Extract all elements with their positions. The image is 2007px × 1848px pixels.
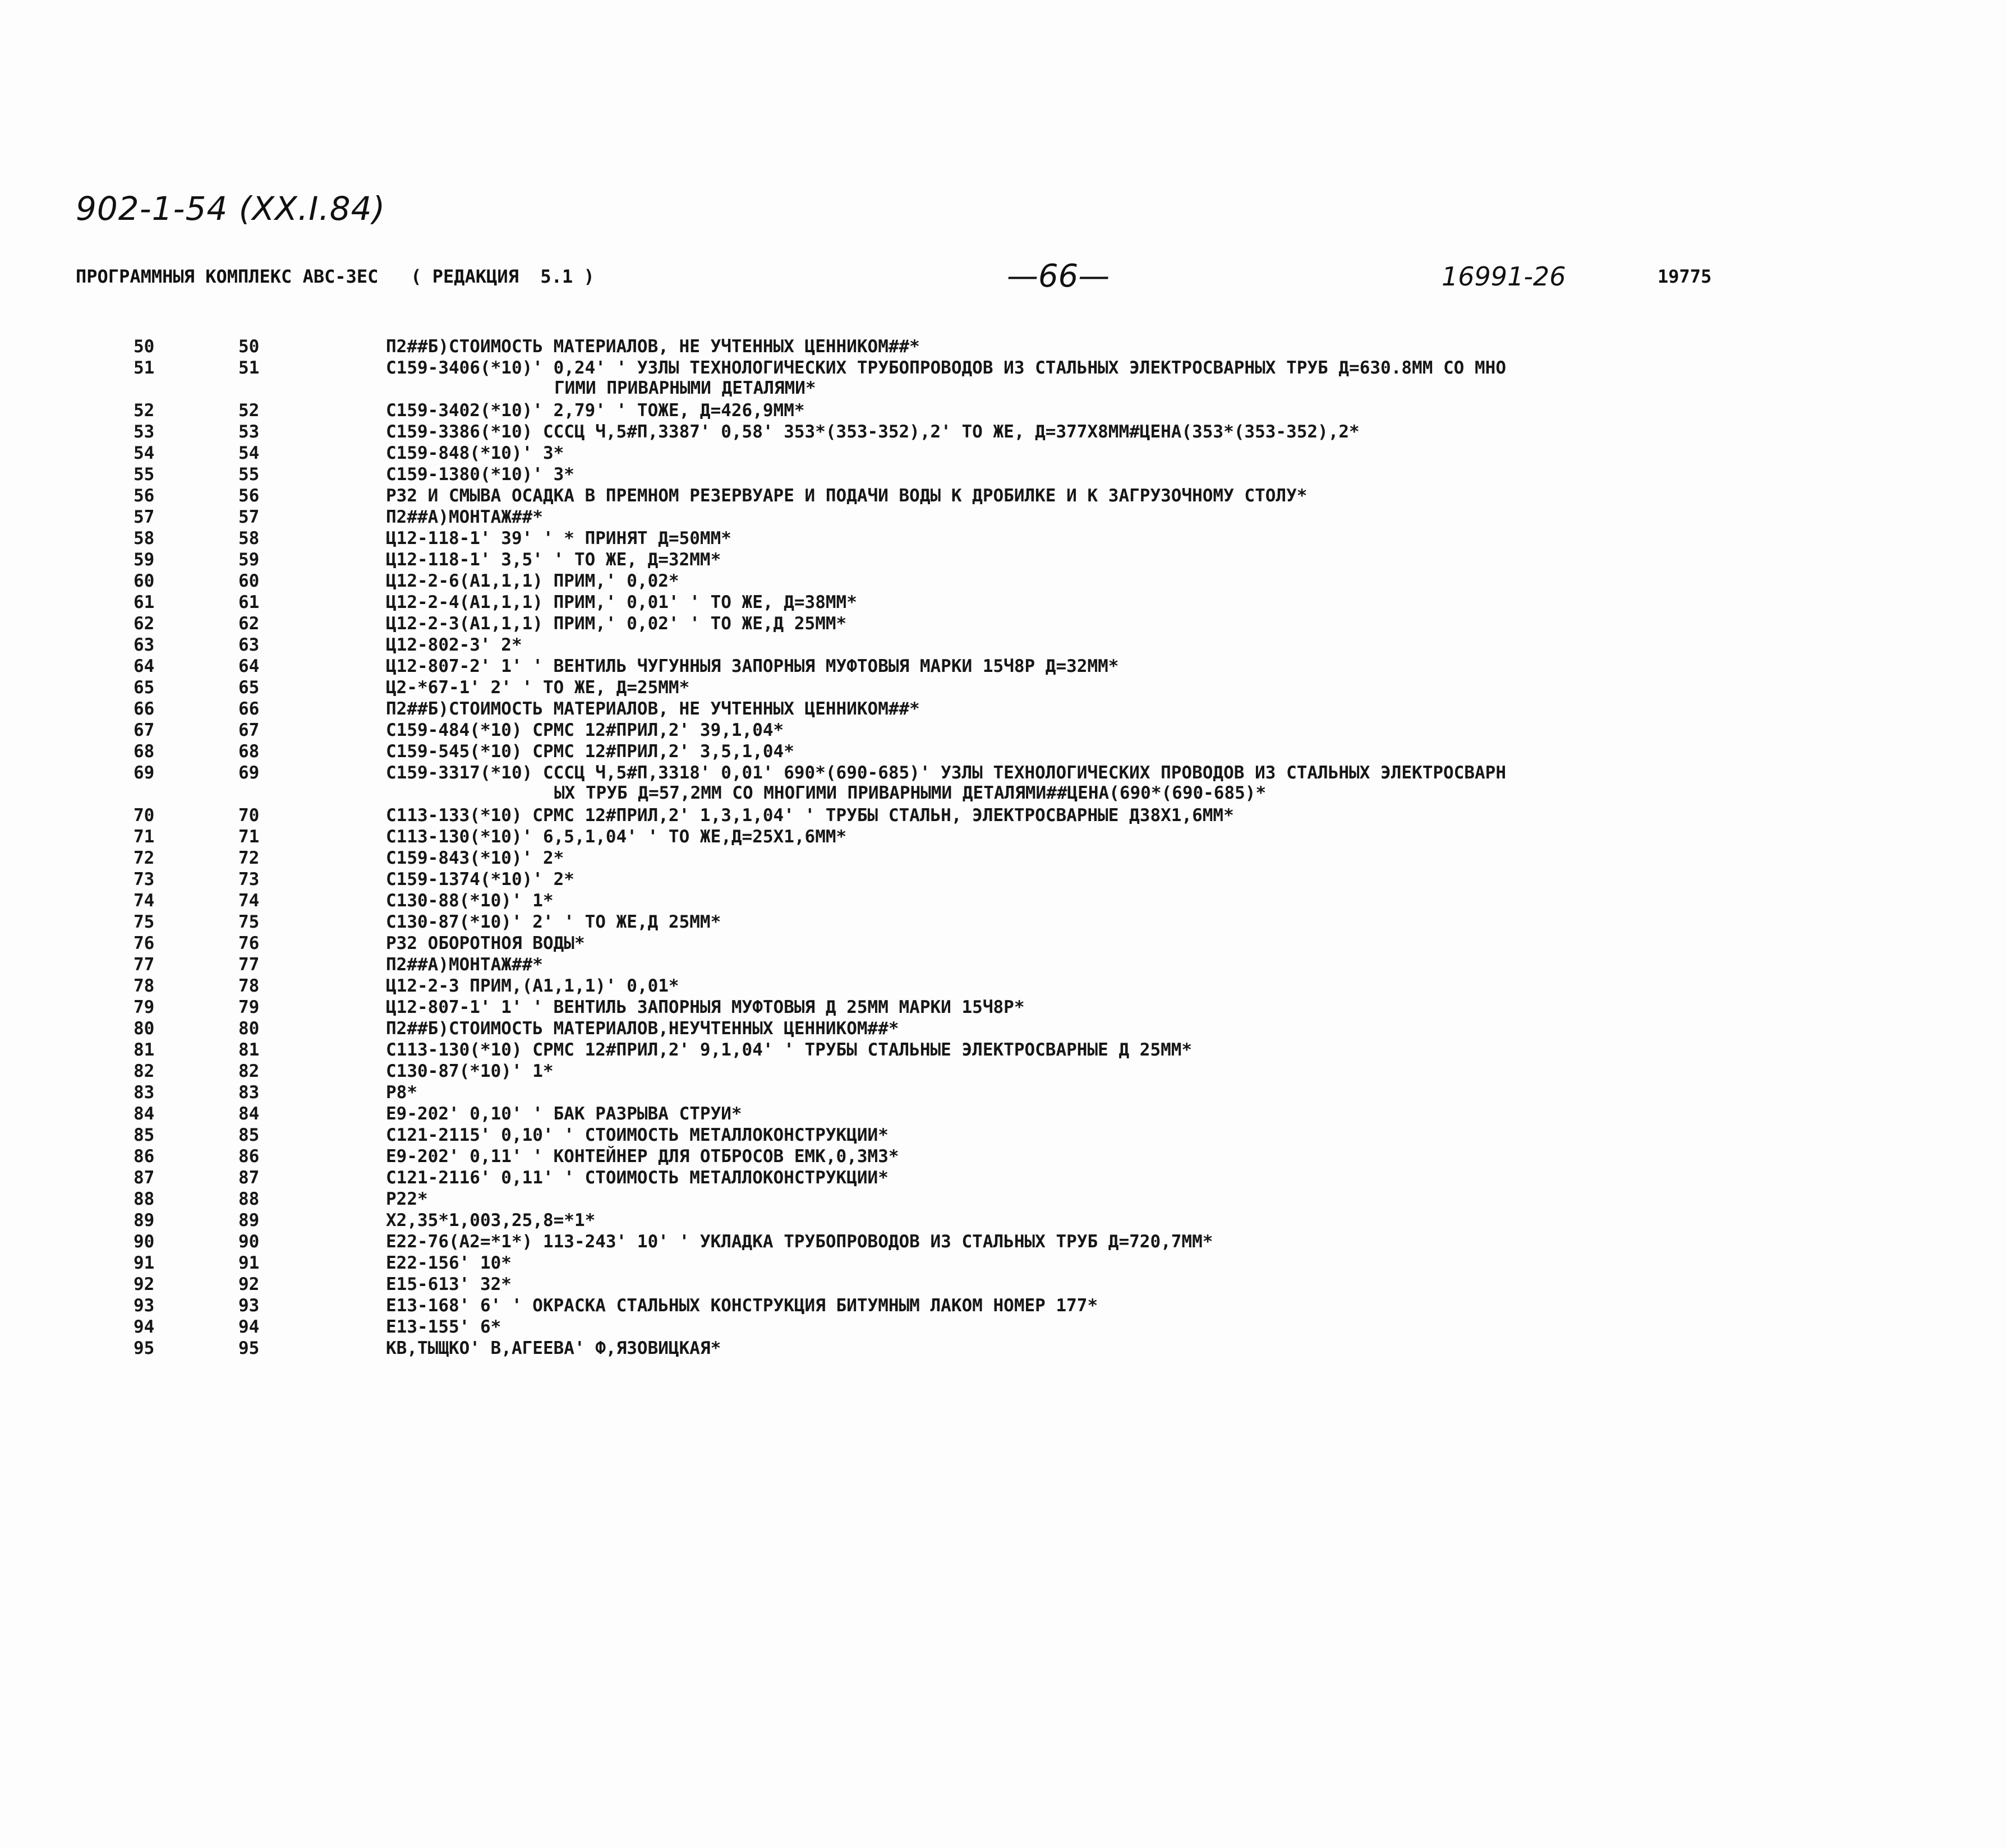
line-text-main: Х2,35*1,003,25,8=*1* xyxy=(386,1210,596,1231)
line-number: 94 xyxy=(134,1317,155,1337)
line-number-secondary: 61 xyxy=(238,592,260,612)
line-text-main: С159-3317(*10) СССЦ Ч,5#П,3318' 0,01' 690*(690-685)' УЗЛЫ ТЕХНОЛОГИЧЕСКИХ ПРОВОДОВ ИЗ СТАЛЬНЫХ ЭЛЕКТРОСВАРН xyxy=(386,763,1507,783)
listing-row xyxy=(0,976,2007,997)
line-number: 95 xyxy=(134,1338,155,1358)
line-text xyxy=(386,1189,1990,1209)
line-number: 66 xyxy=(134,699,155,719)
listing-row xyxy=(0,1274,2007,1296)
line-text xyxy=(386,741,1990,762)
line-number: 75 xyxy=(134,912,155,932)
line-number: 83 xyxy=(134,1082,155,1103)
line-text xyxy=(386,848,1990,868)
listing-row xyxy=(0,400,2007,422)
listing-row xyxy=(0,1125,2007,1146)
line-text xyxy=(386,891,1990,911)
line-text-main: Е22-76(А2=*1*) 113-243' 10' ' УКЛАДКА ТРУБОПРОВОДОВ ИЗ СТАЛЬНЫХ ТРУБ Д=720,7ММ* xyxy=(386,1232,1213,1252)
line-text-main: Ц12-807-1' 1' ' ВЕНТИЛЬ ЗАПОРНЫЯ МУФТОВЫЯ Д 25ММ МАРКИ 15Ч8Р* xyxy=(386,997,1025,1017)
line-text xyxy=(386,1104,1990,1124)
line-text-main: Ц12-2-4(А1,1,1) ПРИМ,' 0,01' ' ТО ЖЕ, Д=38ММ* xyxy=(386,592,857,612)
document-code: 902-1-54 (XX.I.84) xyxy=(76,190,386,228)
line-text-main: П2##Б)СТОИМОСТЬ МАТЕРИАЛОВ,НЕУЧТЕННЫХ ЦЕННИКОМ##* xyxy=(386,1019,899,1039)
listing-row xyxy=(0,1317,2007,1338)
line-text-main: С159-545(*10) СРМС 12#ПРИЛ,2' 3,5,1,04* xyxy=(386,741,794,762)
listing-row xyxy=(0,891,2007,912)
line-number-secondary: 79 xyxy=(238,997,260,1017)
line-text-main: С130-88(*10)' 1* xyxy=(386,891,554,911)
line-number-secondary: 59 xyxy=(238,550,260,570)
listing-row xyxy=(0,1253,2007,1274)
line-number-secondary: 84 xyxy=(238,1104,260,1124)
line-text-main: С159-3406(*10)' 0,24' ' УЗЛЫ ТЕХНОЛОГИЧЕСКИХ ТРУБОПРОВОДОВ ИЗ СТАЛЬНЫХ ЭЛЕКТРОСВАРНЫХ ТРУБ Д=630.8ММ СО МНО xyxy=(386,358,1507,378)
listing-row xyxy=(0,869,2007,891)
line-text xyxy=(386,337,1990,357)
line-text-main: С159-3386(*10) СССЦ Ч,5#П,3387' 0,58' 353*(353-352),2' ТО ЖЕ, Д=377Х8ММ#ЦЕНА(353*(353-352),2* xyxy=(386,422,1360,442)
line-text xyxy=(386,507,1990,527)
line-number-secondary: 89 xyxy=(238,1210,260,1231)
line-number: 51 xyxy=(134,358,155,378)
line-text-continuation: ГИМИ ПРИВАРНЫМИ ДЕТАЛЯМИ* xyxy=(554,378,816,398)
line-number-secondary: 58 xyxy=(238,528,260,549)
listing-row xyxy=(0,486,2007,507)
line-text xyxy=(386,550,1990,570)
listing-row xyxy=(0,1040,2007,1061)
line-number-secondary: 54 xyxy=(238,443,260,463)
line-text xyxy=(386,997,1990,1017)
line-text-main: Е13-155' 6* xyxy=(386,1317,501,1337)
line-text xyxy=(386,1168,1990,1188)
line-text xyxy=(386,699,1990,719)
program-title: ПРОГРАММНЫЯ КОМПЛЕКС АВС-3ЕС ( РЕДАКЦИЯ 5.1 ) xyxy=(76,266,595,287)
line-number: 91 xyxy=(134,1253,155,1273)
listing-row xyxy=(0,699,2007,720)
listing-row xyxy=(0,678,2007,699)
line-number: 88 xyxy=(134,1189,155,1209)
listing-row xyxy=(0,1338,2007,1359)
line-number: 67 xyxy=(134,720,155,740)
listing-row xyxy=(0,571,2007,592)
line-number-secondary: 91 xyxy=(238,1253,260,1273)
line-number: 50 xyxy=(134,337,155,357)
line-number: 59 xyxy=(134,550,155,570)
listing-row xyxy=(0,763,2007,805)
listing-row xyxy=(0,528,2007,550)
line-text xyxy=(386,720,1990,740)
line-number: 55 xyxy=(134,464,155,485)
line-text-main: Ц12-2-6(А1,1,1) ПРИМ,' 0,02* xyxy=(386,571,679,591)
listing-row xyxy=(0,955,2007,976)
listing-row xyxy=(0,1082,2007,1104)
line-number-secondary: 76 xyxy=(238,933,260,953)
line-number: 71 xyxy=(134,827,155,847)
line-number: 60 xyxy=(134,571,155,591)
line-number: 78 xyxy=(134,976,155,996)
line-number: 70 xyxy=(134,805,155,826)
line-number-secondary: 86 xyxy=(238,1146,260,1167)
line-number: 69 xyxy=(134,763,155,783)
line-number-secondary: 69 xyxy=(238,763,260,783)
line-number-secondary: 66 xyxy=(238,699,260,719)
line-text xyxy=(386,571,1990,591)
line-text xyxy=(386,1317,1990,1337)
handwritten-note: 16991-26 xyxy=(1442,261,1566,292)
listing-row xyxy=(0,997,2007,1019)
listing-row xyxy=(0,933,2007,955)
line-text xyxy=(386,1253,1990,1273)
line-number: 92 xyxy=(134,1274,155,1294)
line-number: 54 xyxy=(134,443,155,463)
line-number: 73 xyxy=(134,869,155,890)
line-text-main: Е9-202' 0,11' ' КОНТЕЙНЕР ДЛЯ ОТБРОСОВ ЕМК,0,3М3* xyxy=(386,1146,899,1167)
listing-row xyxy=(0,1168,2007,1189)
line-text xyxy=(386,1146,1990,1167)
line-text xyxy=(386,1125,1990,1145)
line-text-main: Е15-613' 32* xyxy=(386,1274,512,1294)
line-text-main: Ц12-807-2' 1' ' ВЕНТИЛЬ ЧУГУННЫЯ ЗАПОРНЫЯ МУФТОВЫЯ МАРКИ 15Ч8Р Д=32ММ* xyxy=(386,656,1119,676)
line-text-main: П2##А)МОНТАЖ##* xyxy=(386,955,543,975)
line-text xyxy=(386,635,1990,655)
line-number-secondary: 77 xyxy=(238,955,260,975)
line-number-secondary: 67 xyxy=(238,720,260,740)
line-number-secondary: 56 xyxy=(238,486,260,506)
line-text xyxy=(386,869,1990,890)
line-text-main: Ц12-2-3 ПРИМ,(А1,1,1)' 0,01* xyxy=(386,976,679,996)
line-text xyxy=(386,614,1990,634)
line-number: 62 xyxy=(134,614,155,634)
line-number: 79 xyxy=(134,997,155,1017)
line-number: 77 xyxy=(134,955,155,975)
listing-row xyxy=(0,1061,2007,1082)
line-number-secondary: 64 xyxy=(238,656,260,676)
line-text xyxy=(386,358,1990,398)
line-text-main: Ц12-802-3' 2* xyxy=(386,635,522,655)
line-number: 89 xyxy=(134,1210,155,1231)
line-text xyxy=(386,912,1990,932)
line-number-secondary: 68 xyxy=(238,741,260,762)
page-header xyxy=(0,258,2007,295)
line-number: 65 xyxy=(134,678,155,698)
line-number-secondary: 81 xyxy=(238,1040,260,1060)
line-number-secondary: 87 xyxy=(238,1168,260,1188)
line-number-secondary: 74 xyxy=(238,891,260,911)
listing-row xyxy=(0,358,2007,400)
line-number-secondary: 63 xyxy=(238,635,260,655)
line-text xyxy=(386,1274,1990,1294)
listing-row xyxy=(0,805,2007,827)
line-text xyxy=(386,1082,1990,1103)
line-number: 84 xyxy=(134,1104,155,1124)
line-text-main: Е9-202' 0,10' ' БАК РАЗРЫВА СТРУИ* xyxy=(386,1104,742,1124)
line-text-main: Ц12-2-3(А1,1,1) ПРИМ,' 0,02' ' ТО ЖЕ,Д 25ММ* xyxy=(386,614,847,634)
line-text xyxy=(386,1232,1990,1252)
line-text xyxy=(386,1210,1990,1231)
line-number-secondary: 72 xyxy=(238,848,260,868)
listing-row xyxy=(0,1189,2007,1210)
line-text-main: Ц12-118-1' 3,5' ' ТО ЖЕ, Д=32ММ* xyxy=(386,550,721,570)
line-number: 64 xyxy=(134,656,155,676)
listing-row xyxy=(0,1104,2007,1125)
line-text-main: П2##Б)СТОИМОСТЬ МАТЕРИАЛОВ, НЕ УЧТЕННЫХ ЦЕННИКОМ##* xyxy=(386,337,920,357)
line-text xyxy=(386,827,1990,847)
line-number: 76 xyxy=(134,933,155,953)
listing-row xyxy=(0,550,2007,571)
line-text-main: Р8* xyxy=(386,1082,417,1103)
line-text xyxy=(386,955,1990,975)
line-number: 63 xyxy=(134,635,155,655)
line-number-secondary: 50 xyxy=(238,337,260,357)
line-number-secondary: 51 xyxy=(238,358,260,378)
line-text-main: С113-130(*10) СРМС 12#ПРИЛ,2' 9,1,04' ' ТРУБЫ СТАЛЬНЫЕ ЭЛЕКТРОСВАРНЫЕ Д 25ММ* xyxy=(386,1040,1193,1060)
line-number: 61 xyxy=(134,592,155,612)
line-number-secondary: 53 xyxy=(238,422,260,442)
line-text-main: П2##А)МОНТАЖ##* xyxy=(386,507,543,527)
line-number: 56 xyxy=(134,486,155,506)
line-number-secondary: 60 xyxy=(238,571,260,591)
line-text xyxy=(386,443,1990,463)
line-text-main: С130-87(*10)' 2' ' ТО ЖЕ,Д 25ММ* xyxy=(386,912,721,932)
line-text-main: С159-843(*10)' 2* xyxy=(386,848,564,868)
line-text xyxy=(386,486,1990,506)
line-number: 68 xyxy=(134,741,155,762)
line-number: 74 xyxy=(134,891,155,911)
line-number-secondary: 88 xyxy=(238,1189,260,1209)
line-number: 58 xyxy=(134,528,155,549)
line-text-main: Ц2-*67-1' 2' ' ТО ЖЕ, Д=25ММ* xyxy=(386,678,690,698)
line-number-secondary: 75 xyxy=(238,912,260,932)
line-number-secondary: 85 xyxy=(238,1125,260,1145)
line-text-main: Е13-168' 6' ' ОКРАСКА СТАЛЬНЫХ КОНСТРУКЦИЯ БИТУМНЫМ ЛАКОМ НОМЕР 177* xyxy=(386,1296,1098,1316)
page-number: —66— xyxy=(1007,258,1110,294)
line-text-main: Р22* xyxy=(386,1189,428,1209)
line-text xyxy=(386,1061,1990,1081)
line-text-main: С159-1374(*10)' 2* xyxy=(386,869,574,890)
line-text xyxy=(386,1338,1990,1358)
line-text xyxy=(386,678,1990,698)
line-text-main: С159-1380(*10)' 3* xyxy=(386,464,574,485)
line-number: 57 xyxy=(134,507,155,527)
line-text-main: Ц12-118-1' 39' ' * ПРИНЯТ Д=50ММ* xyxy=(386,528,731,549)
listing-row xyxy=(0,1210,2007,1232)
line-text xyxy=(386,1296,1990,1316)
line-number: 86 xyxy=(134,1146,155,1167)
line-number-secondary: 62 xyxy=(238,614,260,634)
line-text xyxy=(386,400,1990,421)
line-text xyxy=(386,933,1990,953)
line-number-secondary: 52 xyxy=(238,400,260,421)
line-text xyxy=(386,464,1990,485)
listing-row xyxy=(0,592,2007,614)
program-listing xyxy=(0,337,2007,1359)
line-number-secondary: 82 xyxy=(238,1061,260,1081)
line-text xyxy=(386,805,1990,826)
listing-row xyxy=(0,337,2007,358)
line-number: 72 xyxy=(134,848,155,868)
line-text xyxy=(386,528,1990,549)
line-number: 87 xyxy=(134,1168,155,1188)
listing-row xyxy=(0,720,2007,741)
listing-row xyxy=(0,1232,2007,1253)
line-text xyxy=(386,656,1990,676)
line-text-main: С159-848(*10)' 3* xyxy=(386,443,564,463)
line-text xyxy=(386,422,1990,442)
line-text xyxy=(386,1040,1990,1060)
line-number: 52 xyxy=(134,400,155,421)
listing-row xyxy=(0,1296,2007,1317)
line-number-secondary: 83 xyxy=(238,1082,260,1103)
line-number-secondary: 92 xyxy=(238,1274,260,1294)
line-number: 93 xyxy=(134,1296,155,1316)
line-number-secondary: 71 xyxy=(238,827,260,847)
line-number-secondary: 78 xyxy=(238,976,260,996)
line-number: 81 xyxy=(134,1040,155,1060)
line-number-secondary: 65 xyxy=(238,678,260,698)
listing-row xyxy=(0,1146,2007,1168)
document-number: 19775 xyxy=(1658,266,1712,287)
line-text xyxy=(386,976,1990,996)
listing-row xyxy=(0,507,2007,528)
listing-row xyxy=(0,464,2007,486)
listing-row xyxy=(0,741,2007,763)
listing-row xyxy=(0,422,2007,443)
line-number: 90 xyxy=(134,1232,155,1252)
listing-row xyxy=(0,614,2007,635)
listing-row xyxy=(0,443,2007,464)
line-text-main: С121-2115' 0,10' ' СТОИМОСТЬ МЕТАЛЛОКОНСТРУКЦИИ* xyxy=(386,1125,889,1145)
line-text-main: С159-3402(*10)' 2,79' ' ТОЖЕ, Д=426,9ММ* xyxy=(386,400,805,421)
line-number-secondary: 95 xyxy=(238,1338,260,1358)
line-number: 82 xyxy=(134,1061,155,1081)
line-text xyxy=(386,763,1990,803)
line-number: 80 xyxy=(134,1019,155,1039)
line-number-secondary: 57 xyxy=(238,507,260,527)
listing-row xyxy=(0,848,2007,869)
line-text-main: Р32 ОБОРОТНОЯ ВОДЫ* xyxy=(386,933,585,953)
listing-row xyxy=(0,827,2007,848)
line-text-main: С130-87(*10)' 1* xyxy=(386,1061,554,1081)
line-text-main: КВ,ТЫЩКО' В,АГЕЕВА' Ф,ЯЗОВИЦКАЯ* xyxy=(386,1338,721,1358)
line-number-secondary: 94 xyxy=(238,1317,260,1337)
line-number-secondary: 70 xyxy=(238,805,260,826)
line-text-main: С159-484(*10) СРМС 12#ПРИЛ,2' 39,1,04* xyxy=(386,720,784,740)
line-text xyxy=(386,1019,1990,1039)
listing-row xyxy=(0,635,2007,656)
listing-row xyxy=(0,912,2007,933)
line-number: 85 xyxy=(134,1125,155,1145)
line-number-secondary: 55 xyxy=(238,464,260,485)
line-text-main: Е22-156' 10* xyxy=(386,1253,512,1273)
line-text-main: С113-133(*10) СРМС 12#ПРИЛ,2' 1,3,1,04' ' ТРУБЫ СТАЛЬН, ЭЛЕКТРОСВАРНЫЕ Д38Х1,6ММ* xyxy=(386,805,1234,826)
listing-row xyxy=(0,656,2007,678)
line-text-main: Р32 И СМЫВА ОСАДКА В ПРЕМНОМ РЕЗЕРВУАРЕ И ПОДАЧИ ВОДЫ К ДРОБИЛКЕ И К ЗАГРУЗОЧНОМУ СТОЛУ* xyxy=(386,486,1308,506)
line-text-main: П2##Б)СТОИМОСТЬ МАТЕРИАЛОВ, НЕ УЧТЕННЫХ ЦЕННИКОМ##* xyxy=(386,699,920,719)
line-text-main: С113-130(*10)' 6,5,1,04' ' ТО ЖЕ,Д=25Х1,6ММ* xyxy=(386,827,847,847)
line-text-continuation: ЫХ ТРУБ Д=57,2ММ СО МНОГИМИ ПРИВАРНЫМИ ДЕТАЛЯМИ##ЦЕНА(690*(690-685)* xyxy=(554,783,1267,803)
line-text xyxy=(386,592,1990,612)
line-number-secondary: 80 xyxy=(238,1019,260,1039)
line-number-secondary: 73 xyxy=(238,869,260,890)
line-number-secondary: 90 xyxy=(238,1232,260,1252)
line-number-secondary: 93 xyxy=(238,1296,260,1316)
listing-row xyxy=(0,1019,2007,1040)
line-number: 53 xyxy=(134,422,155,442)
line-text-main: С121-2116' 0,11' ' СТОИМОСТЬ МЕТАЛЛОКОНСТРУКЦИИ* xyxy=(386,1168,889,1188)
